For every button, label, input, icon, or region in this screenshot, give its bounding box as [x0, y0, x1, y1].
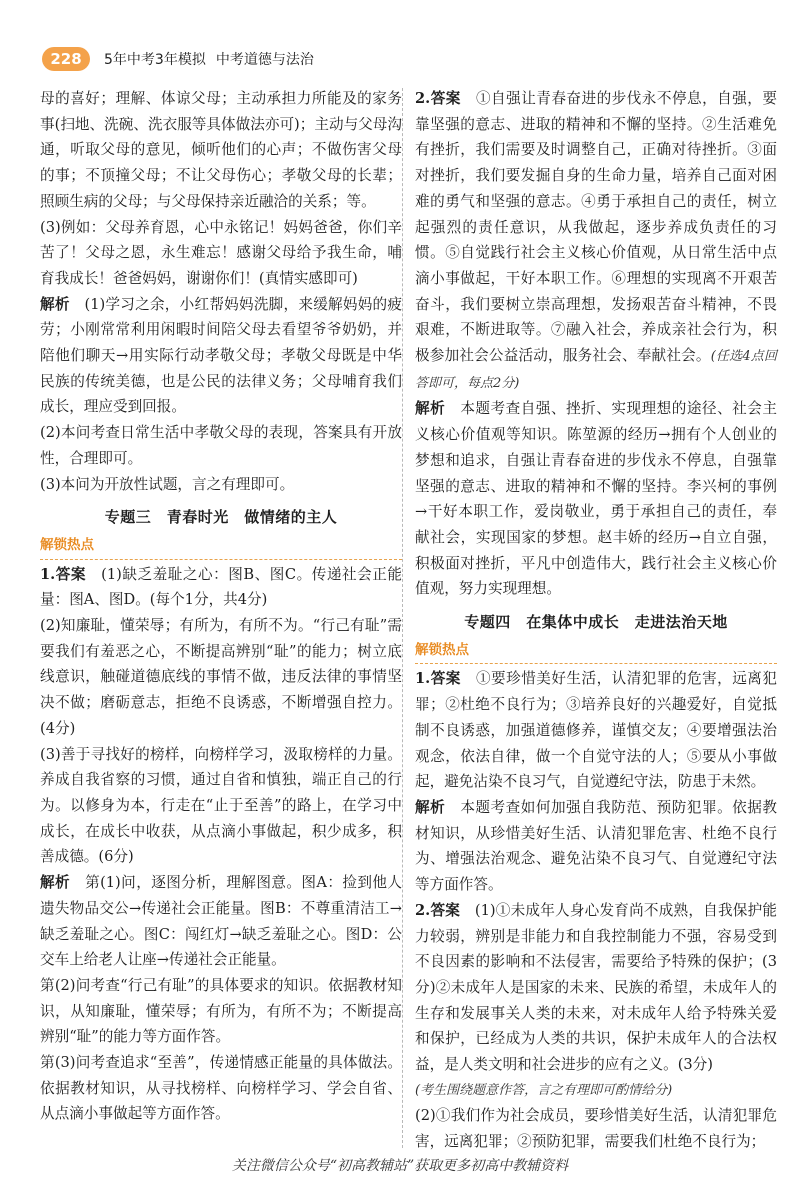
analysis-text: 本题考查自强、挫折、实现理想的途径、社会主义核心价值观等知识。陈堃源的经历→拥有个人创业的梦想和追求，自强让青春奋进的步伐永不停息，自强靠坚强的意志、进取的精神和不懈的坚持。李兴柯的事例→干好本职工作，爱岗敬业，勇于承担自己的责任，奉献社会，实现国家的梦想。赵丰娇的经历→自立自强，积极面对挫折，平凡中创造伟大，践行社会主义核心价值观，努力实现理想。 — [415, 400, 777, 598]
question-number: 1. — [415, 670, 431, 688]
answer-text: ①自强让青春奋进的步伐永不停息，自强，要靠坚强的意志、进取的精神和不懈的坚持。②生活难免有挫折，我们需要及时调整自己，正确对待挫折。③面对挫折，我们要发掘自身的生命力量，培养自己面对困难的勇气和坚强的意志。④勇于承担自己的责任，树立起强烈的责任意识，从我做起，逐步养成负责任的习惯。⑤自觉践行社会主义核心价值观，从日常生活中点滴小事做起，干好本职工作。⑥理想的实现离不开艰苦奋斗，我们要树立崇高理想，发扬艰苦奋斗精神，不畏艰难，不断进取等。⑦融入社会，养成亲社会行为，积极参加社会公益活动，服务社会、奉献社会。 — [415, 90, 777, 365]
answer-text: (1)①未成年人身心发育尚不成熟，自我保护能力较弱，辨别是非能力和自我控制能力不强，容易受到不良因素的影响和不法侵害，需要给予特殊的保护；(3分)②未成年人是国家的未来、民族的希望，未成年人的生存和发展事关人类的未来，对未成年人给予特殊关爱和保护，已经成为人类的共识，保护未成年人的合法权益，是人类文明和社会进步的应有之义。(3分) — [415, 901, 777, 1074]
scoring-note: (考生围绕题意作答，言之有理即可酌情给分) — [415, 1082, 673, 1098]
paragraph: (3)善于寻找好的榜样，向榜样学习，汲取榜样的力量。养成自我省察的习惯，通过自省和慎独，端正自己的行为。以修身为本，行走在“止于至善”的路上，在学习中成长，在成长中收获，从点滴小事做起，积少成多，积善成德。(6分) — [40, 745, 402, 866]
series-name: 5年中考3年模拟 — [104, 52, 206, 68]
answer-label: 答案 — [55, 565, 87, 583]
answer-paragraph — [40, 562, 402, 613]
paragraph: 母的喜好；理解、体谅父母；主动承担力所能及的家务事(扫地、洗碗、洗衣服等具体做法亦可)；主动与父母沟通，听取父母的意见，倾听他们的心声；不做伤害父母的事；不顶撞父母；不让父母伤心；孝敬父母的长辈；照顾生病的父母；与父母保持亲近融洽的关系；等。 — [40, 90, 402, 210]
analysis-label: 解析 — [415, 798, 446, 816]
answer-paragraph — [415, 666, 777, 795]
paragraph: 第(2)问考查“行己有耻”的具体要求的知识。依据教材知识，从知廉耻，懂荣辱；有所为，有所不为；不断提高辨别“耻”的能力等方面作答。 — [40, 976, 402, 1046]
paragraph: (2)知廉耻，懂荣辱；有所为，有所不为。“行己有耻”需要我们有羞恶之心，不断提高辨别“耻”的能力；树立底线意识，触碰道德底线的事情不做，违反法律的事情坚决不做；磨砺意志，拒绝不良诱惑，不断增强自控力。(4分) — [40, 617, 402, 737]
hot-topic-label: 解锁热点 — [415, 638, 777, 665]
paragraph: (3)例如：父母养育恩，心中永铭记！妈妈爸爸，你们辛苦了！父母之恩，永生难忘！感谢父母给予我生命，哺育我成长！爸爸妈妈，谢谢你们！(真情实感即可) — [40, 218, 402, 287]
analysis-paragraph — [415, 396, 777, 602]
section-title: 专题三 青春时光 做情绪的主人 — [104, 508, 338, 527]
analysis-label: 解析 — [40, 874, 71, 892]
subject-name: 中考道德与法治 — [215, 52, 314, 68]
paragraph: 第(3)问考查追求“至善”，传递情感正能量的具体做法。依据教材知识，从寻找榜样、向榜样学习、学会自省、从点滴小事做起等方面作答。 — [40, 1054, 402, 1123]
footer-watermark-text: 关注微信公众号“初高教辅站”获取更多初高中教辅资料 — [231, 1158, 569, 1174]
analysis-text: (1)学习之余，小红帮妈妈洗脚，来缓解妈妈的疲劳；小刚常常利用闲暇时间陪父母去看望爷爷奶奶，并陪他们聊天→用实际行动孝敬父母；孝敬父母既是中华民族的传统美德，也是公民的法律义务；父母哺育我们成长，理应受到回报。 — [40, 295, 402, 416]
analysis-text: 本题考查如何加强自我防范、预防犯罪。依据教材知识，从珍惜美好生活、认清犯罪危害、杜绝不良行为、增强法治观念、避免沾染不良习气、自觉遵纪守法等方面作答。 — [415, 798, 777, 894]
book-title — [104, 49, 314, 69]
analysis-paragraph — [415, 795, 777, 898]
scoring-note: (任选4点回答即可，每点2分) — [415, 349, 777, 391]
page-number: 228 — [42, 47, 90, 71]
answer-text: (1)缺乏羞耻之心：图B、图C。传递社会正能量：图A、图D。(每个1分，共4分) — [40, 565, 402, 609]
paragraph: (3)本问为开放性试题，言之有理即可。 — [40, 475, 295, 493]
answer-paragraph — [415, 898, 777, 1078]
answer-label: 答案 — [430, 90, 461, 107]
question-number: 2. — [415, 90, 431, 107]
analysis-paragraph — [40, 292, 402, 421]
question-number: 2. — [415, 901, 431, 919]
question-number: 1. — [40, 565, 56, 583]
analysis-text: 第(1)问，逐图分析，理解图意。图A：捡到他人遗失物品交公→传递社会正能量。图B：不尊重清洁工→缺乏羞耻之心。图C：闯红灯→缺乏羞耻之心。图D：公交车上给老人让座→传递社会正能量。 — [40, 874, 402, 969]
page-header — [0, 0, 800, 68]
answer-text: ①要珍惜美好生活，认清犯罪的危害，远离犯罪；②杜绝不良行为；③培养良好的兴趣爱好，自觉抵制不良诱惑，加强道德修养，谨慎交友；④要增强法治观念，依法自律，做一个自觉守法的人；⑤要从小事做起，避免沾染不良习气，自觉遵纪守法，防患于未然。 — [415, 670, 777, 791]
analysis-paragraph — [40, 870, 402, 973]
left-column — [40, 86, 402, 1127]
answer-label: 答案 — [430, 901, 461, 919]
analysis-label: 解析 — [415, 400, 446, 418]
paragraph: (2)本问考查日常生活中孝敬父母的表现，答案具有开放性，合理即可。 — [40, 424, 402, 467]
hot-topic-label: 解锁热点 — [40, 533, 402, 560]
paragraph: (2)①我们作为社会成员，要珍惜美好生活，认清犯罪危害，远离犯罪；②预防犯罪，需要我们杜绝不良行为； — [415, 1107, 777, 1151]
analysis-label: 解析 — [40, 295, 70, 313]
right-column — [415, 86, 777, 1155]
section-title: 专题四 在集体中成长 走进法治天地 — [464, 613, 728, 632]
answer-paragraph — [415, 86, 777, 396]
answer-label: 答案 — [430, 670, 461, 688]
column-divider — [402, 88, 403, 1148]
